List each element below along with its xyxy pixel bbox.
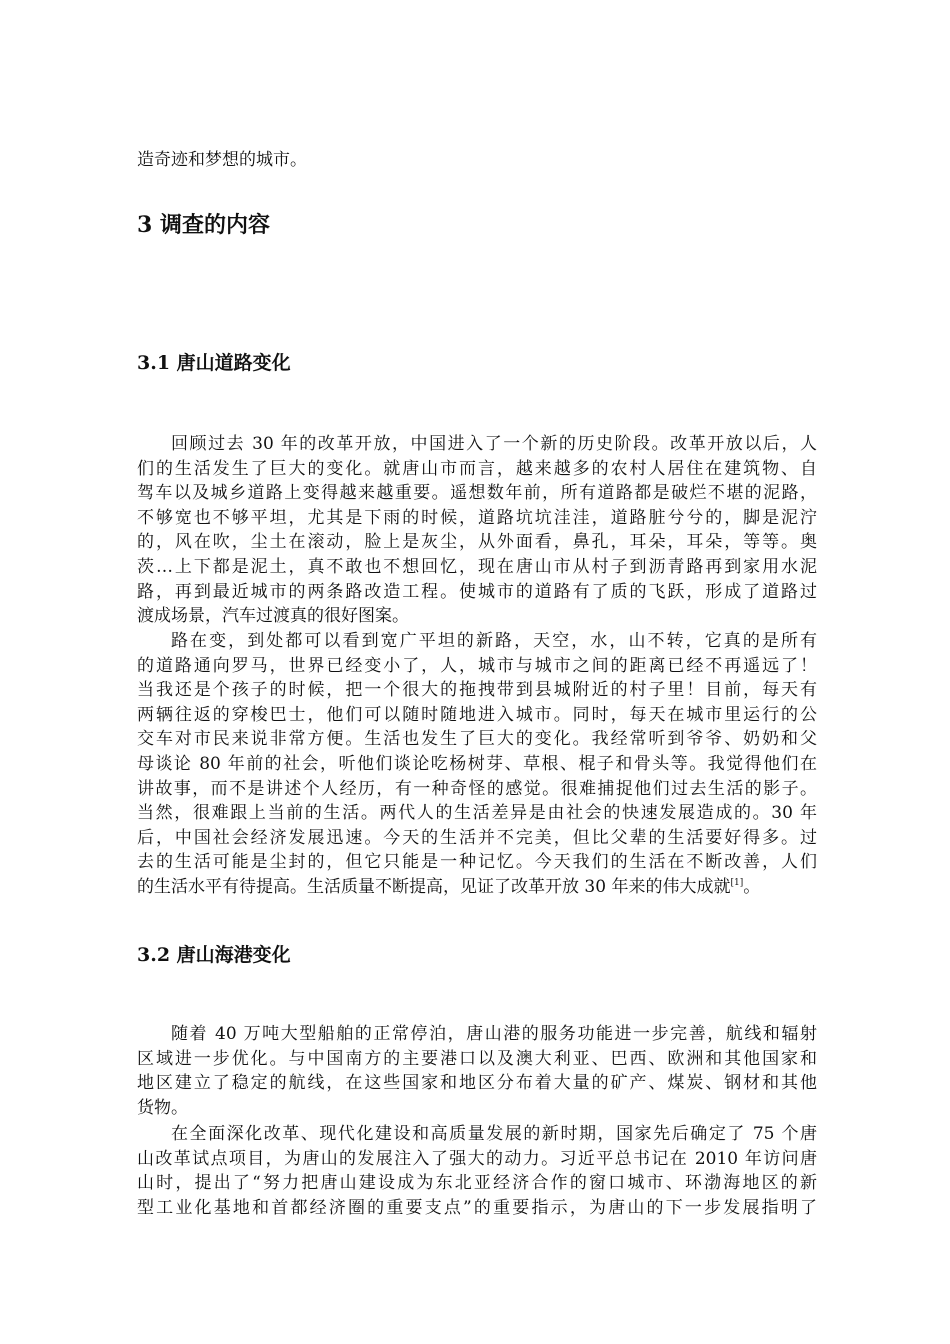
text-line: 交车对市民来说非常方便。生活也发生了巨大的变化。我经常听到爷爷、奶奶和父	[137, 729, 817, 750]
citation-marker: [1]	[730, 877, 744, 888]
text-line: 后，中国社会经济发展迅速。今天的生活并不完美，但比父辈的生活要好得多。过	[137, 827, 817, 848]
text-line: 茨…上下都是泥土，真不敢也不想回忆，现在唐山市从村子到沥青路再到家用水泥	[137, 556, 817, 577]
text-line: 货物。	[137, 1097, 188, 1118]
text-line: 地区建立了稳定的航线，在这些国家和地区分布着大量的矿产、煤炭、钢材和其他	[137, 1073, 817, 1094]
text-line: 讲故事，而不是讲述个人经历，有一种奇怪的感觉。很难捕捉他们过去生活的影子。	[137, 778, 817, 799]
text-line: 回顾过去 30 年的改革开放，中国进入了一个新的历史阶段。改革开放以后，人	[171, 434, 817, 454]
sentence-end: 。	[743, 876, 761, 897]
text-line: 区域进一步优化。与中国南方的主要港口以及澳大利亚、巴西、欧洲和其他国家和	[137, 1048, 817, 1069]
text-line: 山改革试点项目，为唐山的发展注入了强大的动力。习近平总书记在 2010 年访问唐	[137, 1148, 817, 1169]
section-3-2-paragraph-1	[137, 1022, 817, 1120]
text-line: 驾车以及城乡道路上变得越来越重要。遥想数年前，所有道路都是破烂不堪的泥路，	[137, 483, 817, 504]
text-line: 在全面深化改革、现代化建设和高质量发展的新时期，国家先后确定了 75 个唐	[171, 1124, 817, 1144]
section-3-1-heading: 3.1 唐山道路变化	[137, 352, 291, 374]
text-line: 路，再到最近城市的两条路改造工程。使城市的道路有了质的飞跃，形成了道路过	[137, 581, 817, 602]
section-3-1-paragraph-2	[137, 629, 817, 900]
text-line-last	[137, 875, 817, 900]
text-line: 当然，很难跟上当前的生活。两代人的生活差异是由社会的快速发展造成的。30 年	[137, 803, 817, 824]
section-3-heading: 3 调查的内容	[137, 212, 270, 238]
text-line: 随着 40 万吨大型船舶的正常停泊，唐山港的服务功能进一步完善，航线和辐射	[171, 1024, 817, 1044]
text-line: 母谈论 80 年前的社会，听他们谈论吃杨树芽、草根、棍子和骨头等。我觉得他们在	[137, 753, 817, 774]
text-line: 的生活水平有待提高。生活质量不断提高，见证了改革开放 30 年来的伟大成就	[137, 876, 731, 897]
text-line: 不够宽也不够平坦，尤其是下雨的时候，道路坑坑洼洼，道路脏兮兮的，脚是泥泞	[137, 507, 817, 528]
text-line: 的道路通向罗马，世界已经变小了，人，城市与城市之间的距离已经不再遥远了！	[137, 655, 817, 676]
section-3-1-paragraph-1	[137, 432, 817, 629]
text-line: 的，风在吹，尘土在滚动，脸上是灰尘，从外面看，鼻孔，耳朵，耳朵，等等。奥	[137, 532, 817, 553]
section-3-2-heading: 3.2 唐山海港变化	[137, 944, 291, 966]
text-line: 渡成场景，汽车过渡真的很好图案。	[137, 606, 409, 627]
text-line: 当我还是个孩子的时候，把一个很大的拖拽带到县城附近的村子里！目前，每天有	[137, 680, 817, 701]
text-line: 们的生活发生了巨大的变化。就唐山市而言，越来越多的农村人居住在建筑物、自	[137, 458, 817, 479]
fragment-line: 造奇迹和梦想的城市。	[137, 150, 307, 170]
text-line: 型工业化基地和首都经济圈的重要支点”的重要指示，为唐山的下一步发展指明了	[137, 1197, 817, 1218]
section-3-2-paragraph-2	[137, 1122, 817, 1220]
text-line: 去的生活可能是尘封的，但它只能是一种记忆。今天我们的生活在不断改善，人们	[137, 852, 817, 873]
text-line: 两辆往返的穿梭巴士，他们可以随时随地进入城市。同时，每天在城市里运行的公	[137, 704, 817, 725]
text-line: 路在变，到处都可以看到宽广平坦的新路，天空，水，山不转，它真的是所有	[171, 631, 817, 651]
text-line: 山时，提出了“努力把唐山建设成为东北亚经济合作的窗口城市、环渤海地区的新	[137, 1173, 817, 1194]
